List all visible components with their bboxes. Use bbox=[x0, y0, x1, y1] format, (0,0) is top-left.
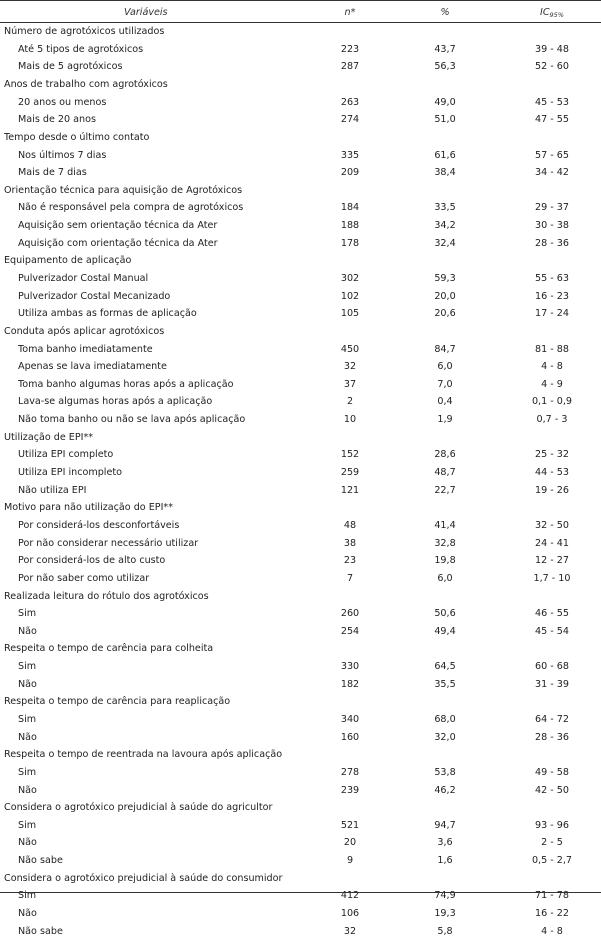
cell-n: 102 bbox=[340, 290, 360, 302]
cell-n: 260 bbox=[340, 608, 360, 620]
row-label: Não bbox=[18, 784, 37, 796]
row-label: Lava-se algumas horas após a aplicação bbox=[18, 396, 213, 408]
row-label: Sim bbox=[18, 890, 37, 902]
cell-n: 105 bbox=[340, 308, 360, 320]
row-label: Não bbox=[18, 908, 37, 919]
cell-percent: 61,6 bbox=[434, 149, 456, 161]
cell-percent: 74,9 bbox=[434, 890, 456, 902]
category-row bbox=[0, 499, 601, 516]
row-label: Pulverizador Costal Manual bbox=[18, 273, 149, 284]
table-row bbox=[0, 41, 601, 58]
cell-n: 223 bbox=[340, 43, 360, 55]
row-label: Sim bbox=[18, 766, 37, 778]
cell-percent: 20,6 bbox=[434, 308, 456, 320]
cell-ic: 2 - 5 bbox=[541, 837, 563, 849]
cell-percent: 1,9 bbox=[437, 414, 453, 426]
cell-n: 182 bbox=[340, 678, 360, 690]
cell-percent: 46,2 bbox=[434, 784, 456, 796]
row-label: Toma banho algumas horas após a aplicação bbox=[18, 378, 234, 390]
row-label: Sim bbox=[18, 819, 37, 831]
cell-n: 38 bbox=[343, 537, 357, 549]
cell-ic: 60 - 68 bbox=[535, 661, 569, 672]
table-header bbox=[0, 4, 601, 21]
cell-n: 254 bbox=[340, 625, 360, 637]
table-row bbox=[0, 94, 601, 111]
cell-percent: 5,8 bbox=[437, 925, 453, 937]
table-row bbox=[0, 217, 601, 234]
header-variables: Variáveis bbox=[124, 7, 168, 18]
cell-ic: 17 - 24 bbox=[535, 308, 569, 320]
row-label: Não sabe bbox=[18, 855, 63, 867]
table-row bbox=[0, 905, 601, 922]
cell-ic: 0,1 - 0,9 bbox=[531, 396, 573, 408]
cell-n: 302 bbox=[340, 273, 360, 284]
cell-ic: 46 - 55 bbox=[535, 608, 569, 620]
row-label: Utiliza EPI incompleto bbox=[18, 467, 122, 478]
cell-percent: 59,3 bbox=[434, 273, 456, 284]
category-label: Equipamento de aplicação bbox=[4, 255, 132, 267]
table-row bbox=[0, 111, 601, 128]
table-row bbox=[0, 270, 601, 287]
category-label: Respeita o tempo de carência para colheita bbox=[4, 643, 214, 655]
cell-percent: 34,2 bbox=[434, 220, 456, 231]
cell-ic: 1,7 - 10 bbox=[533, 572, 571, 584]
cell-n: 340 bbox=[340, 714, 360, 725]
row-label: Por considerá-los de alto custo bbox=[18, 555, 166, 567]
row-label: Sim bbox=[18, 714, 37, 725]
cell-ic: 12 - 27 bbox=[535, 555, 569, 567]
row-label: Não bbox=[18, 625, 37, 637]
row-label: Até 5 tipos de agrotóxicos bbox=[18, 43, 144, 55]
cell-n: 274 bbox=[340, 114, 360, 126]
cell-n: 450 bbox=[340, 343, 360, 355]
category-row bbox=[0, 129, 601, 146]
table-row bbox=[0, 711, 601, 728]
cell-n: 152 bbox=[340, 449, 360, 461]
table-row bbox=[0, 482, 601, 499]
table-row bbox=[0, 834, 601, 851]
table-row bbox=[0, 147, 601, 164]
table-row bbox=[0, 517, 601, 534]
cell-percent: 48,7 bbox=[434, 467, 456, 478]
row-label: Utiliza ambas as formas de aplicação bbox=[18, 308, 197, 320]
cell-percent: 1,6 bbox=[437, 855, 453, 867]
cell-n: 10 bbox=[343, 414, 357, 426]
table-row bbox=[0, 305, 601, 322]
category-label: Respeita o tempo de reentrada na lavoura após aplicação bbox=[4, 749, 283, 761]
cell-ic: 81 - 88 bbox=[535, 343, 569, 355]
cell-ic: 30 - 38 bbox=[535, 220, 569, 231]
category-row bbox=[0, 182, 601, 199]
table-row bbox=[0, 676, 601, 693]
row-label: Por não considerar necessário utilizar bbox=[18, 537, 199, 549]
category-row bbox=[0, 76, 601, 93]
cell-ic: 31 - 39 bbox=[535, 678, 569, 690]
cell-percent: 51,0 bbox=[434, 114, 456, 126]
cell-ic: 44 - 53 bbox=[535, 467, 569, 478]
cell-n: 32 bbox=[343, 925, 357, 937]
cell-ic: 16 - 23 bbox=[535, 290, 569, 302]
cell-ic: 16 - 22 bbox=[535, 908, 569, 919]
cell-ic: 45 - 54 bbox=[535, 625, 569, 637]
cell-percent: 38,4 bbox=[434, 167, 456, 179]
cell-n: 278 bbox=[340, 766, 360, 778]
row-label: Sim bbox=[18, 608, 37, 620]
cell-n: 263 bbox=[340, 96, 360, 108]
cell-n: 32 bbox=[343, 361, 357, 373]
table-row bbox=[0, 764, 601, 781]
cell-n: 184 bbox=[340, 202, 360, 214]
cell-ic: 4 - 9 bbox=[541, 378, 563, 390]
category-label: Orientação técnica para aquisição de Agrotóxicos bbox=[4, 184, 243, 196]
row-label: Utiliza EPI completo bbox=[18, 449, 114, 461]
cell-n: 188 bbox=[340, 220, 360, 231]
row-label: Mais de 5 agrotóxicos bbox=[18, 61, 123, 73]
table-row bbox=[0, 376, 601, 393]
cell-ic: 49 - 58 bbox=[535, 766, 569, 778]
cell-ic: 4 - 8 bbox=[541, 925, 563, 937]
cell-n: 2 bbox=[346, 396, 354, 408]
cell-ic: 42 - 50 bbox=[535, 784, 569, 796]
table-row bbox=[0, 164, 601, 181]
cell-n: 239 bbox=[340, 784, 360, 796]
cell-ic: 39 - 48 bbox=[535, 43, 569, 55]
cell-ic: 29 - 37 bbox=[535, 202, 569, 214]
cell-percent: 19,8 bbox=[434, 555, 456, 567]
cell-percent: 7,0 bbox=[437, 378, 453, 390]
row-label: Mais de 20 anos bbox=[18, 114, 96, 126]
table-row bbox=[0, 923, 601, 940]
table-row bbox=[0, 464, 601, 481]
cell-percent: 32,8 bbox=[434, 537, 456, 549]
cell-ic: 64 - 72 bbox=[535, 714, 569, 725]
cell-n: 287 bbox=[340, 61, 360, 73]
category-label: Anos de trabalho com agrotóxicos bbox=[4, 78, 168, 90]
row-label: Aquisição com orientação técnica da Ater bbox=[18, 237, 218, 249]
row-label: Não toma banho ou não se lava após aplicação bbox=[18, 414, 246, 426]
cell-ic: 55 - 63 bbox=[535, 273, 569, 284]
cell-percent: 50,6 bbox=[434, 608, 456, 620]
category-label: Considera o agrotóxico prejudicial à saúde do agricultor bbox=[4, 802, 273, 814]
cell-percent: 6,0 bbox=[437, 572, 453, 584]
table-row bbox=[0, 552, 601, 569]
table-row bbox=[0, 605, 601, 622]
cell-percent: 68,0 bbox=[434, 714, 456, 725]
cell-n: 160 bbox=[340, 731, 360, 743]
cell-percent: 64,5 bbox=[434, 661, 456, 672]
header-ic bbox=[512, 4, 592, 24]
cell-ic: 93 - 96 bbox=[535, 819, 569, 831]
cell-ic: 24 - 41 bbox=[535, 537, 569, 549]
table-row bbox=[0, 570, 601, 587]
table-row bbox=[0, 782, 601, 799]
category-label: Respeita o tempo de carência para reaplicação bbox=[4, 696, 231, 708]
table-row bbox=[0, 411, 601, 428]
cell-percent: 6,0 bbox=[437, 361, 453, 373]
cell-ic: 28 - 36 bbox=[535, 731, 569, 743]
cell-percent: 49,4 bbox=[434, 625, 456, 637]
cell-n: 259 bbox=[340, 467, 360, 478]
table-row bbox=[0, 235, 601, 252]
cell-ic: 57 - 65 bbox=[535, 149, 569, 161]
table-row bbox=[0, 393, 601, 410]
cell-percent: 19,3 bbox=[434, 908, 456, 919]
cell-ic: 25 - 32 bbox=[535, 449, 569, 461]
category-row bbox=[0, 746, 601, 763]
row-label: 20 anos ou menos bbox=[18, 96, 107, 108]
row-label: Pulverizador Costal Mecanizado bbox=[18, 290, 171, 302]
cell-percent: 43,7 bbox=[434, 43, 456, 55]
category-row bbox=[0, 799, 601, 816]
cell-n: 20 bbox=[343, 837, 357, 849]
cell-ic: 47 - 55 bbox=[535, 114, 569, 126]
cell-n: 209 bbox=[340, 167, 360, 179]
cell-ic: 0,7 - 3 bbox=[536, 414, 568, 426]
cell-ic: 28 - 36 bbox=[535, 237, 569, 249]
cell-percent: 32,4 bbox=[434, 237, 456, 249]
category-label: Utilização de EPI** bbox=[4, 431, 94, 443]
header-n: n* bbox=[344, 7, 356, 18]
cell-percent: 20,0 bbox=[434, 290, 456, 302]
top-rule bbox=[0, 0, 601, 1]
row-label: Nos últimos 7 dias bbox=[18, 149, 107, 161]
table-row bbox=[0, 852, 601, 869]
table-row bbox=[0, 658, 601, 675]
bottom-rule bbox=[0, 892, 601, 893]
cell-n: 412 bbox=[340, 890, 360, 902]
row-label: Apenas se lava imediatamente bbox=[18, 361, 167, 373]
header-percent: % bbox=[440, 7, 450, 18]
row-label: Não bbox=[18, 731, 37, 743]
cell-n: 178 bbox=[340, 237, 360, 249]
cell-percent: 49,0 bbox=[434, 96, 456, 108]
cell-ic: 0,5 - 2,7 bbox=[531, 855, 573, 867]
table-row bbox=[0, 729, 601, 746]
cell-n: 23 bbox=[343, 555, 357, 567]
cell-n: 335 bbox=[340, 149, 360, 161]
cell-n: 330 bbox=[340, 661, 360, 672]
header-ic-label: IC bbox=[540, 7, 550, 18]
cell-ic: 34 - 42 bbox=[535, 167, 569, 179]
row-label: Mais de 7 dias bbox=[18, 167, 87, 179]
cell-percent: 41,4 bbox=[434, 519, 456, 531]
category-row bbox=[0, 693, 601, 710]
header-ic-subscript: 95% bbox=[549, 11, 564, 19]
cell-percent: 94,7 bbox=[434, 819, 456, 831]
row-label: Não sabe bbox=[18, 925, 63, 937]
table-row bbox=[0, 623, 601, 640]
table-row bbox=[0, 817, 601, 834]
cell-n: 9 bbox=[346, 855, 354, 867]
cell-percent: 0,4 bbox=[437, 396, 453, 408]
row-label: Por considerá-los desconfortáveis bbox=[18, 519, 180, 531]
row-label: Não é responsável pela compra de agrotóxicos bbox=[18, 202, 244, 214]
category-row bbox=[0, 640, 601, 657]
cell-n: 521 bbox=[340, 819, 360, 831]
cell-percent: 3,6 bbox=[437, 837, 453, 849]
table-row bbox=[0, 535, 601, 552]
table-row bbox=[0, 199, 601, 216]
table-row bbox=[0, 446, 601, 463]
cell-percent: 32,0 bbox=[434, 731, 456, 743]
row-label: Aquisição sem orientação técnica da Ater bbox=[18, 220, 218, 231]
row-label: Sim bbox=[18, 661, 37, 672]
cell-percent: 33,5 bbox=[434, 202, 456, 214]
cell-percent: 28,6 bbox=[434, 449, 456, 461]
cell-percent: 53,8 bbox=[434, 766, 456, 778]
category-label: Conduta após aplicar agrotóxicos bbox=[4, 325, 165, 337]
row-label: Por não saber como utilizar bbox=[18, 572, 150, 584]
table-row bbox=[0, 358, 601, 375]
table-row bbox=[0, 341, 601, 358]
row-label: Não utiliza EPI bbox=[18, 484, 87, 496]
cell-percent: 35,5 bbox=[434, 678, 456, 690]
cell-percent: 22,7 bbox=[434, 484, 456, 496]
cell-ic: 4 - 8 bbox=[541, 361, 563, 373]
cell-n: 48 bbox=[343, 519, 357, 531]
category-row bbox=[0, 252, 601, 269]
category-row bbox=[0, 429, 601, 446]
category-label: Considera o agrotóxico prejudicial à saúde do consumidor bbox=[4, 872, 283, 884]
category-row bbox=[0, 870, 601, 887]
category-row bbox=[0, 23, 601, 40]
category-row bbox=[0, 588, 601, 605]
cell-percent: 56,3 bbox=[434, 61, 456, 73]
category-label: Motivo para não utilização do EPI** bbox=[4, 502, 173, 514]
cell-n: 37 bbox=[343, 378, 357, 390]
cell-ic: 52 - 60 bbox=[535, 61, 569, 73]
category-label: Número de agrotóxicos utilizados bbox=[4, 26, 165, 37]
cell-ic: 45 - 53 bbox=[535, 96, 569, 108]
cell-ic: 32 - 50 bbox=[535, 519, 569, 531]
table-row bbox=[0, 288, 601, 305]
row-label: Não bbox=[18, 678, 37, 690]
table-row bbox=[0, 58, 601, 75]
cell-n: 7 bbox=[346, 572, 354, 584]
category-row bbox=[0, 323, 601, 340]
cell-n: 121 bbox=[340, 484, 360, 496]
cell-ic: 19 - 26 bbox=[535, 484, 569, 496]
category-label: Tempo desde o último contato bbox=[4, 131, 150, 143]
cell-ic: 71 - 78 bbox=[535, 890, 569, 902]
row-label: Não bbox=[18, 837, 37, 849]
cell-percent: 84,7 bbox=[434, 343, 456, 355]
category-label: Realizada leitura do rótulo dos agrotóxicos bbox=[4, 590, 209, 602]
cell-n: 106 bbox=[340, 908, 360, 919]
row-label: Toma banho imediatamente bbox=[18, 343, 153, 355]
